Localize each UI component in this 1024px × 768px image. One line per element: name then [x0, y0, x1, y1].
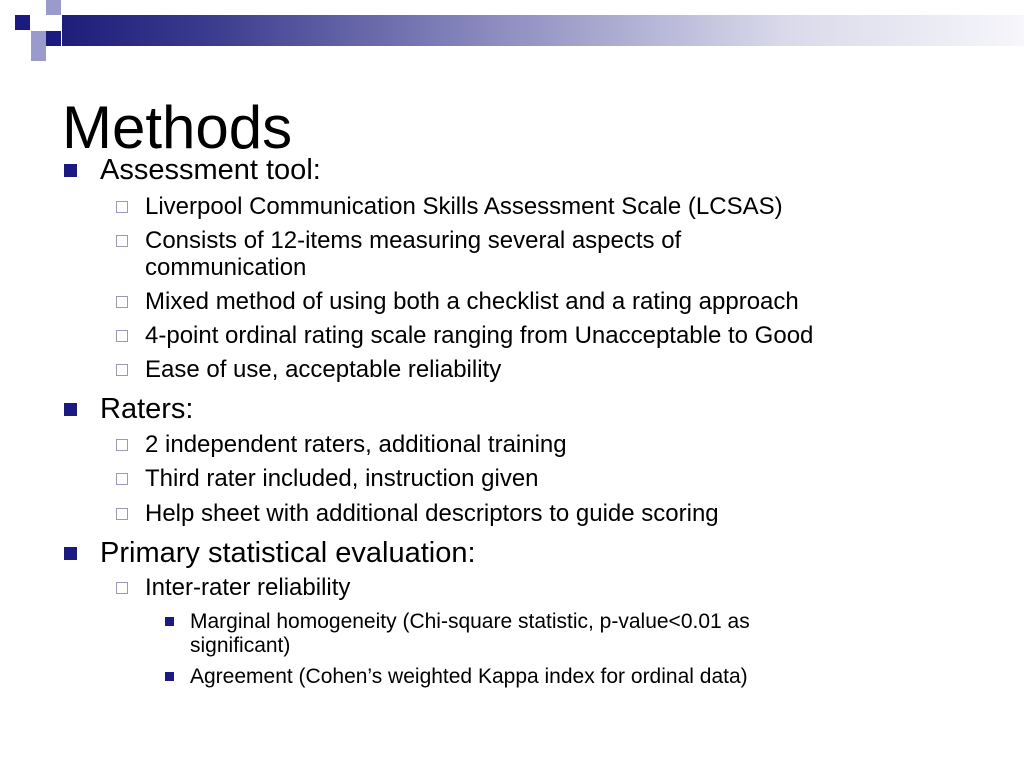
hollow-square-bullet-icon — [116, 473, 128, 485]
hollow-square-bullet-icon — [116, 508, 128, 520]
bullet-icon — [165, 617, 174, 626]
bullet-icon — [165, 672, 174, 681]
bullet-level2: Mixed method of using both a checklist and a rating approach — [145, 288, 799, 315]
hollow-square-bullet-icon — [116, 364, 128, 376]
hollow-square-bullet-icon — [116, 201, 128, 213]
bullet-level2: Consists of 12-items measuring several aspects of — [145, 227, 682, 254]
bullet-level3: Marginal homogeneity (Chi-square statistic, p-value<0.01 as — [190, 610, 750, 633]
bullet-level2: Third rater included, instruction given — [145, 465, 539, 492]
bullet-level1: Primary statistical evaluation: — [100, 537, 476, 569]
bullet-level1: Raters: — [100, 393, 194, 425]
bullet-icon — [64, 164, 77, 177]
bullet-icon — [64, 547, 77, 560]
bullet-level2: 2 independent raters, additional training — [145, 431, 567, 458]
bullet-level2: Inter-rater reliability — [145, 574, 351, 601]
hollow-square-bullet-icon — [116, 296, 128, 308]
bullet-level1: Assessment tool: — [100, 154, 321, 186]
bullet-level2: Ease of use, acceptable reliability — [145, 356, 502, 383]
bullet-icon — [64, 403, 77, 416]
bullet-level2-continuation: communication — [145, 254, 307, 281]
bullet-level2: Help sheet with additional descriptors to guide scoring — [145, 500, 719, 527]
hollow-square-bullet-icon — [116, 582, 128, 594]
hollow-square-bullet-icon — [116, 439, 128, 451]
slide-title: Methods — [62, 94, 293, 161]
bullet-level3: Agreement (Cohen’s weighted Kappa index for ordinal data) — [190, 665, 748, 688]
hollow-square-bullet-icon — [116, 330, 128, 342]
bullet-level2: Liverpool Communication Skills Assessment Scale (LCSAS) — [145, 193, 783, 220]
bullet-level2: 4-point ordinal rating scale ranging from Unacceptable to Good — [145, 322, 814, 349]
hollow-square-bullet-icon — [116, 235, 128, 247]
bullet-level3-continuation: significant) — [190, 634, 291, 657]
